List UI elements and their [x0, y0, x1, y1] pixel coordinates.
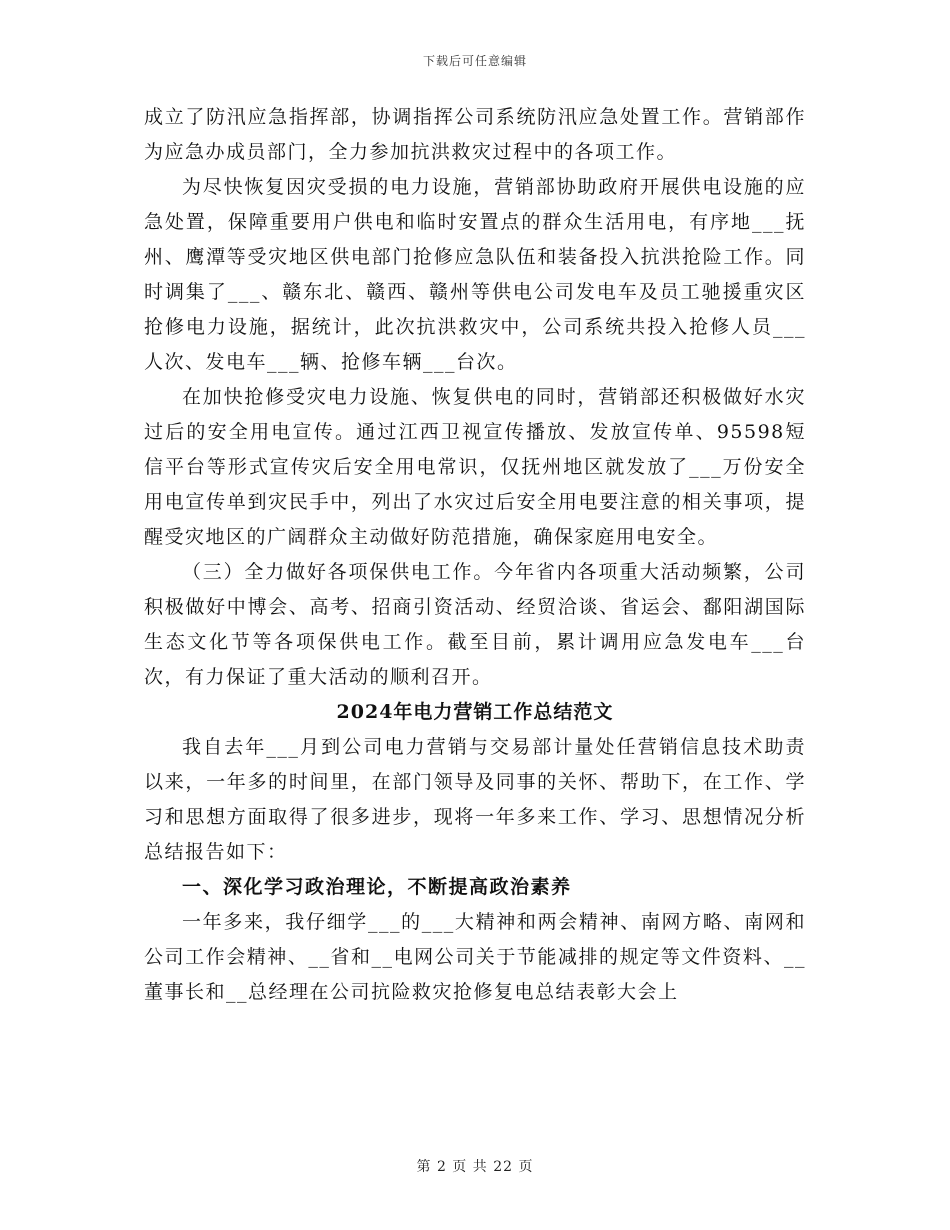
- paragraph-intro: 我自去年___月到公司电力营销与交易部计量处任营销信息技术助责以来，一年多的时间里，在部门领导及同事的关怀、帮助下，在工作、学习和思想方面取得了很多进步，现将一年多来工作、学习、思想情况分析总结报告如下：: [144, 736, 806, 863]
- paragraph-study: 一年多来，我仔细学___的___大精神和两会精神、南网方略、南网和公司工作会精神、__省和__电网公司关于节能减排的规定等文件资料、__董事长和__总经理在公司抗险救灾抢修复电总结表彰大会上: [144, 911, 806, 1003]
- section-heading: 一、深化学习政治理论，不断提高政治素养: [182, 876, 572, 898]
- paragraph-power-supply: （三）全力做好各项保供电工作。今年省内各项重大活动频繁，公司积极做好中博会、高考、招商引资活动、经贸洽谈、省运会、鄱阳湖国际生态文化节等各项保供电工作。截至目前，累计调用应急发电车___台次，有力保证了重大活动的顺利召开。: [144, 561, 806, 688]
- paragraph-safety-publicity: 在加快抢修受灾电力设施、恢复供电的同时，营销部还积极做好水灾过后的安全用电宣传。通过江西卫视宣传播放、发放宣传单、95598短信平台等形式宣传灾后安全用电常识，仅抚州地区就发放了___万份安全用电宣传单到灾民手中，列出了水灾过后安全用电要注意的相关事项，提醒受灾地区的广阔群众主动做好防范措施，确保家庭用电安全。: [144, 386, 806, 548]
- document-title: 2024年电力营销工作总结范文: [336, 701, 614, 723]
- page-header: 下载后可任意编辑: [422, 54, 527, 68]
- page-number: 第 2 页 共 22 页: [416, 1159, 534, 1175]
- document-body: [144, 100, 806, 1010]
- paragraph-repair: 为尽快恢复因灾受损的电力设施，营销部协助政府开展供电设施的应急处置，保障重要用户供电和临时安置点的群众生活用电，有序地___抚州、鹰潭等受灾地区供电部门抢修应急队伍和装备投入抗洪抢险工作。同时调集了___、赣东北、赣西、赣州等供电公司发电车及员工驰援重灾区抢修电力设施，据统计，此次抗洪救灾中，公司系统共投入抢修人员___人次、发电车___辆、抢修车辆___台次。: [144, 176, 806, 373]
- paragraph-continuation: 成立了防汛应急指挥部，协调指挥公司系统防汛应急处置工作。营销部作为应急办成员部门，全力参加抗洪救灾过程中的各项工作。: [144, 106, 806, 163]
